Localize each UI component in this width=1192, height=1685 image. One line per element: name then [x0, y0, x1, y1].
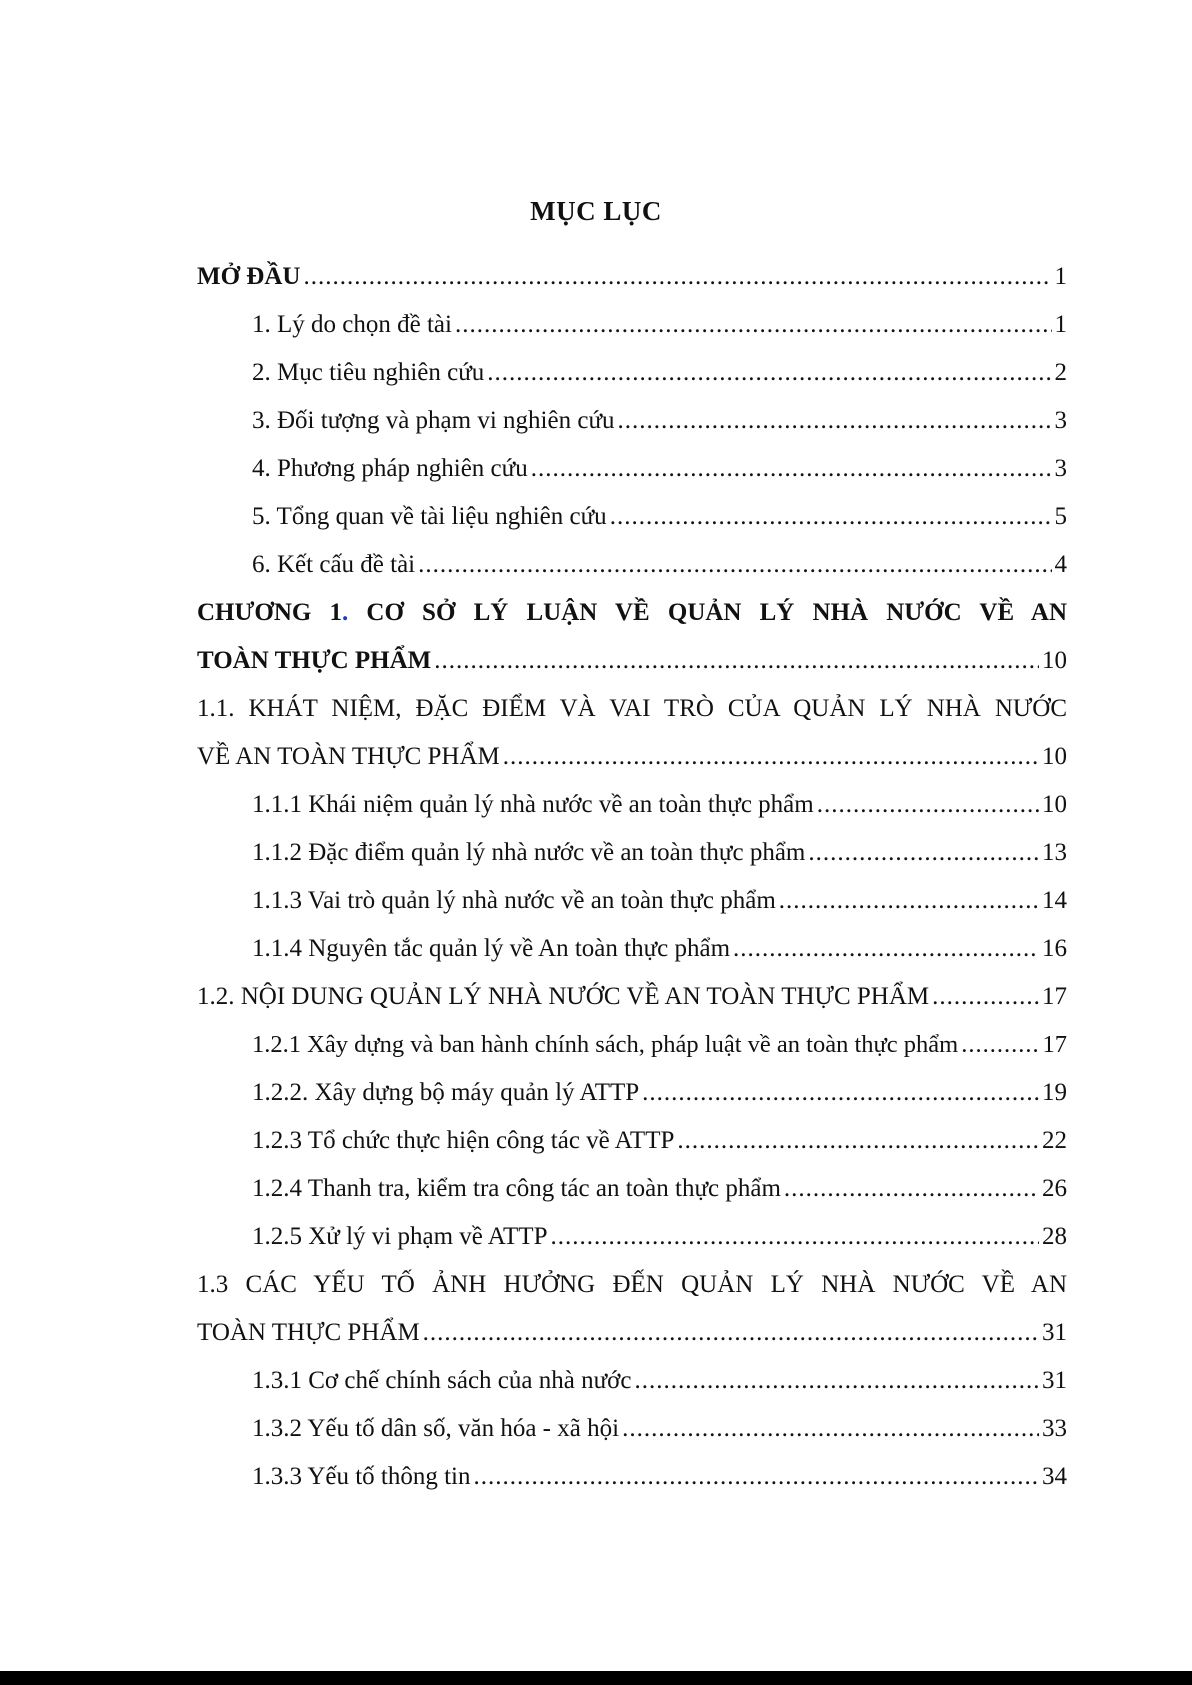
toc-entry-line: 1.3 CÁC YẾU TỐ ẢNH HƯỞNG ĐẾN QUẢN LÝ NHÀ NƯỚC VỀ AN — [197, 1271, 1067, 1298]
toc-entry-line — [197, 733, 1067, 781]
toc-leader-dots — [423, 1309, 1039, 1357]
toc-page-number: 17 — [1042, 1031, 1067, 1058]
toc-chapter-dot: . — [342, 599, 349, 626]
toc-page-number: 1 — [1054, 263, 1067, 290]
toc-page-number: 13 — [1042, 839, 1067, 866]
toc-entry-label: 1.1.2 Đặc điểm quản lý nhà nước về an toàn thực phẩm — [252, 839, 806, 866]
toc-page-number: 22 — [1042, 1127, 1067, 1154]
toc-leader-dots — [618, 397, 1052, 445]
toc-entry[interactable] — [197, 253, 1067, 301]
toc-entry-label: 1.1.4 Nguyên tắc quản lý về An toàn thực phẩm — [252, 935, 731, 962]
toc-leader-dots — [418, 541, 1051, 589]
toc-entry[interactable] — [197, 1069, 1067, 1117]
toc-entry-label: 1.3.1 Cơ chế chính sách của nhà nước — [252, 1367, 632, 1394]
toc-entry-label: TOÀN THỰC PHẨM — [197, 647, 432, 674]
toc-page-number: 3 — [1054, 407, 1067, 434]
toc-page-number: 34 — [1042, 1463, 1067, 1490]
toc-entry-label: MỞ ĐẦU — [197, 263, 301, 290]
toc-entry-label: 1. Lý do chọn đề tài — [252, 311, 452, 338]
toc-page-number: 31 — [1042, 1319, 1067, 1346]
toc-leader-dots — [784, 1165, 1039, 1213]
toc-entry[interactable] — [197, 301, 1067, 349]
toc-entry-section-1-1[interactable] — [197, 685, 1067, 781]
toc-page-number: 14 — [1042, 887, 1067, 914]
toc-page-number: 1 — [1054, 311, 1067, 338]
toc-entry[interactable] — [197, 1165, 1067, 1213]
toc-leader-dots — [487, 349, 1051, 397]
bottom-border-bar — [0, 1671, 1192, 1685]
toc-entry[interactable] — [197, 1357, 1067, 1405]
toc-leader-dots — [303, 253, 1051, 301]
toc-entry-line — [197, 637, 1067, 685]
toc-page-number: 10 — [1042, 791, 1067, 818]
toc-entry[interactable] — [197, 925, 1067, 973]
toc-entry-label: 1.2.5 Xử lý vi phạm về ATTP — [252, 1223, 548, 1250]
toc-entry-label: 1.2. NỘI DUNG QUẢN LÝ NHÀ NƯỚC VỀ AN TOÀN THỰC PHẨM — [197, 983, 930, 1010]
toc-entry-label: 1.3.2 Yếu tố dân số, văn hóa - xã hội — [252, 1415, 620, 1442]
toc-entry-label: 1.2.2. Xây dựng bộ máy quản lý ATTP — [252, 1079, 640, 1106]
toc-entry-chapter-1[interactable] — [197, 589, 1067, 685]
toc-leader-dots — [531, 445, 1052, 493]
toc-entry-line — [197, 589, 1067, 637]
toc-page-number: 3 — [1054, 455, 1067, 482]
toc-entry-label: 1.1.3 Vai trò quản lý nhà nước về an toàn thực phẩm — [252, 887, 776, 914]
toc-entry-label: 4. Phương pháp nghiên cứu — [252, 455, 528, 482]
toc-chapter-title: CƠ SỞ LÝ LUẬN VỀ QUẢN LÝ NHÀ NƯỚC VỀ AN — [348, 599, 1067, 626]
toc-leader-dots — [779, 877, 1039, 925]
toc-chapter-number: CHƯƠNG 1 — [197, 599, 342, 626]
toc-leader-dots — [817, 781, 1039, 829]
toc-entry[interactable] — [197, 1405, 1067, 1453]
toc-page-number: 33 — [1042, 1415, 1067, 1442]
toc-entry[interactable] — [197, 1117, 1067, 1165]
toc-entry[interactable] — [197, 781, 1067, 829]
toc-entry[interactable] — [197, 445, 1067, 493]
toc-leader-dots — [808, 829, 1039, 877]
table-of-contents — [197, 253, 1067, 1501]
toc-entry[interactable] — [197, 493, 1067, 541]
toc-page-number: 4 — [1054, 551, 1067, 578]
toc-entry-label: 2. Mục tiêu nghiên cứu — [252, 359, 485, 386]
toc-entry[interactable] — [197, 1453, 1067, 1501]
toc-entry-label: 6. Kết cấu đề tài — [252, 551, 416, 578]
toc-entry-label: 1.1.1 Khái niệm quản lý nhà nước về an toàn thực phẩm — [252, 791, 814, 818]
toc-entry[interactable] — [197, 973, 1067, 1021]
toc-entry-label: 1.2.1 Xây dựng và ban hành chính sách, pháp luật về an toàn thực phẩm — [252, 1031, 959, 1058]
toc-page-number: 31 — [1042, 1367, 1067, 1394]
toc-page-number: 17 — [1042, 983, 1067, 1010]
toc-entry-label: 1.2.3 Tổ chức thực hiện công tác về ATTP — [252, 1127, 675, 1154]
toc-page-number: 28 — [1042, 1223, 1067, 1250]
toc-page-number: 10 — [1042, 647, 1067, 674]
toc-entry-section-1-3[interactable] — [197, 1261, 1067, 1357]
toc-entry-label: VỀ AN TOÀN THỰC PHẨM — [197, 743, 500, 770]
toc-entry[interactable] — [197, 397, 1067, 445]
toc-entry-label: 1.2.4 Thanh tra, kiểm tra công tác an toàn thực phẩm — [252, 1175, 781, 1202]
page-title: MỤC LỤC — [530, 196, 662, 226]
toc-entry[interactable] — [197, 541, 1067, 589]
toc-leader-dots — [932, 973, 1039, 1021]
toc-entry-label: TOÀN THỰC PHẨM — [197, 1319, 420, 1346]
toc-leader-dots — [455, 301, 1052, 349]
toc-entry[interactable] — [197, 1021, 1067, 1069]
toc-leader-dots — [550, 1213, 1039, 1261]
toc-leader-dots — [733, 925, 1039, 973]
toc-page-number: 2 — [1054, 359, 1067, 386]
toc-entry[interactable] — [197, 1213, 1067, 1261]
toc-page-number: 10 — [1042, 743, 1067, 770]
toc-leader-dots — [610, 493, 1052, 541]
toc-leader-dots — [503, 733, 1039, 781]
toc-entry-label: 5. Tổng quan về tài liệu nghiên cứu — [252, 503, 607, 530]
toc-page-number: 26 — [1042, 1175, 1067, 1202]
toc-leader-dots — [622, 1405, 1039, 1453]
toc-leader-dots — [961, 1021, 1039, 1069]
toc-entry-label: 1.3.3 Yếu tố thông tin — [252, 1463, 471, 1490]
toc-entry-line — [197, 1309, 1067, 1357]
toc-leader-dots — [642, 1069, 1039, 1117]
toc-entry-line: 1.1. KHÁT NIỆM, ĐẶC ĐIỂM VÀ VAI TRÒ CỦA QUẢN LÝ NHÀ NƯỚC — [197, 695, 1067, 722]
toc-leader-dots — [434, 637, 1039, 685]
toc-leader-dots — [677, 1117, 1039, 1165]
toc-entry[interactable] — [197, 349, 1067, 397]
toc-page-number: 5 — [1054, 503, 1067, 530]
toc-leader-dots — [474, 1453, 1039, 1501]
toc-leader-dots — [634, 1357, 1039, 1405]
toc-page-number: 19 — [1042, 1079, 1067, 1106]
toc-entry[interactable] — [197, 877, 1067, 925]
toc-entry-label: 3. Đối tượng và phạm vi nghiên cứu — [252, 407, 615, 434]
toc-entry[interactable] — [197, 829, 1067, 877]
toc-page-number: 16 — [1042, 935, 1067, 962]
